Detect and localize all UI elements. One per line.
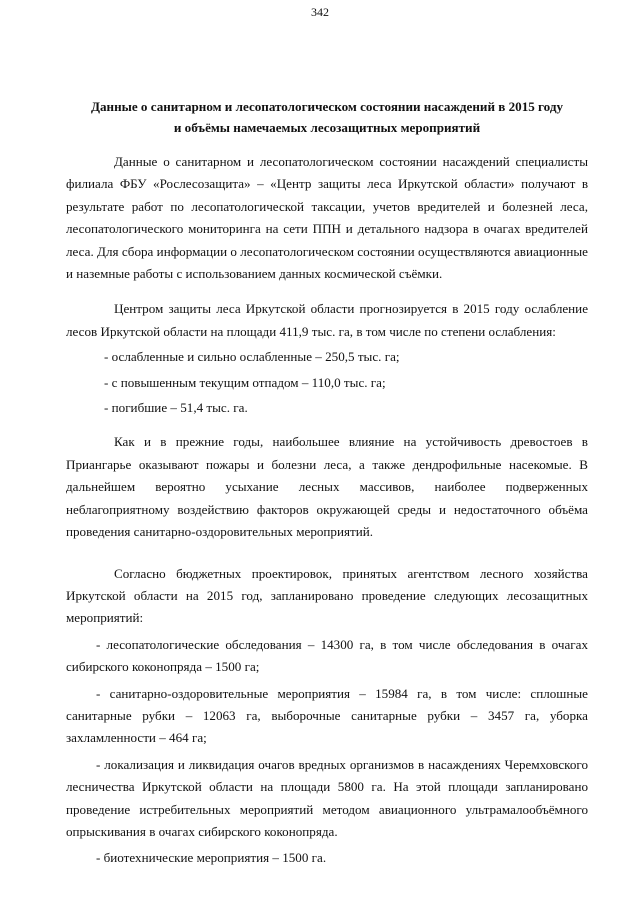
paragraph-influence: Как и в прежние годы, наибольшее влияние на устойчивость древостоев в Приангарье оказывают пожары и болезни леса, а также дендрофильные насекомые. В дальнейшем вероятно усыхание лесных массивов, наиболее подверженных неблагоприятному воздействию факторов окружающей среды и недостаточного объёма проведения санитарно-оздоровительных мероприятий. (66, 434, 588, 540)
list-item-dieback: - с повышенным текущим отпадом – 110,0 тыс. га; (104, 374, 386, 390)
list-item-weakened: - ослабленные и сильно ослабленные – 250,5 тыс. га; (104, 349, 400, 365)
list-item-dead: - погибшие – 51,4 тыс. га. (104, 400, 248, 416)
list-item-localization: - локализация и ликвидация очагов вредных организмов в насаждениях Черемховского лесничества Иркутской области на площади 5800 га. На этой площади запланировано проведение истребительных мероприятий методом авиационного ультрамалообъёмного опрыскивания в очагах сибирского коконопряда. (66, 756, 588, 839)
document-title-line-2: и объёмы намечаемых лесозащитных мероприятий (173, 120, 481, 135)
page-number: 342 (311, 5, 329, 19)
list-item-biotechnical: - биотехнические мероприятия – 1500 га. (96, 850, 327, 866)
list-item-surveys: - лесопатологические обследования – 14300 га, в том числе обследования в очагах сибирского коконопряда – 1500 га; (66, 636, 588, 675)
paragraph-budget: Согласно бюджетных проектировок, принятых агентством лесного хозяйства Иркутской области на 2015 год, запланировано проведение следующих лесозащитных мероприятий: (66, 565, 588, 626)
list-item-sanitary: - санитарно-оздоровительные мероприятия – 15984 га, в том числе: сплошные санитарные рубки – 12063 га, выборочные санитарные рубки – 3457 га, уборка захламленности – 464 га; (66, 685, 588, 746)
document-title-line-1: Данные о санитарном и лесопатологическом состоянии насаждений в 2015 году (90, 99, 564, 114)
paragraph-forecast: Центром защиты леса Иркутской области прогнозируется в 2015 году ослабление лесов Иркутской области на площади 411,9 тыс. га, в том числе по степени ослабления: (66, 301, 588, 339)
document-body (66, 96, 588, 870)
paragraph-data-sources: Данные о санитарном и лесопатологическом состоянии насаждений специалисты филиала ФБУ «Рослесозащита» – «Центр защиты леса Иркутской области» получают в результате работ по лесопатологической таксации, учетов вредителей и болезней леса, лесопатологического мониторинга на сети ППН и детального надзора в очагах вредителей леса. Для сбора информации о лесопатологическом состоянии осуществляются авиационные и наземные работы с использованием данных космической съёмки. (66, 154, 588, 282)
